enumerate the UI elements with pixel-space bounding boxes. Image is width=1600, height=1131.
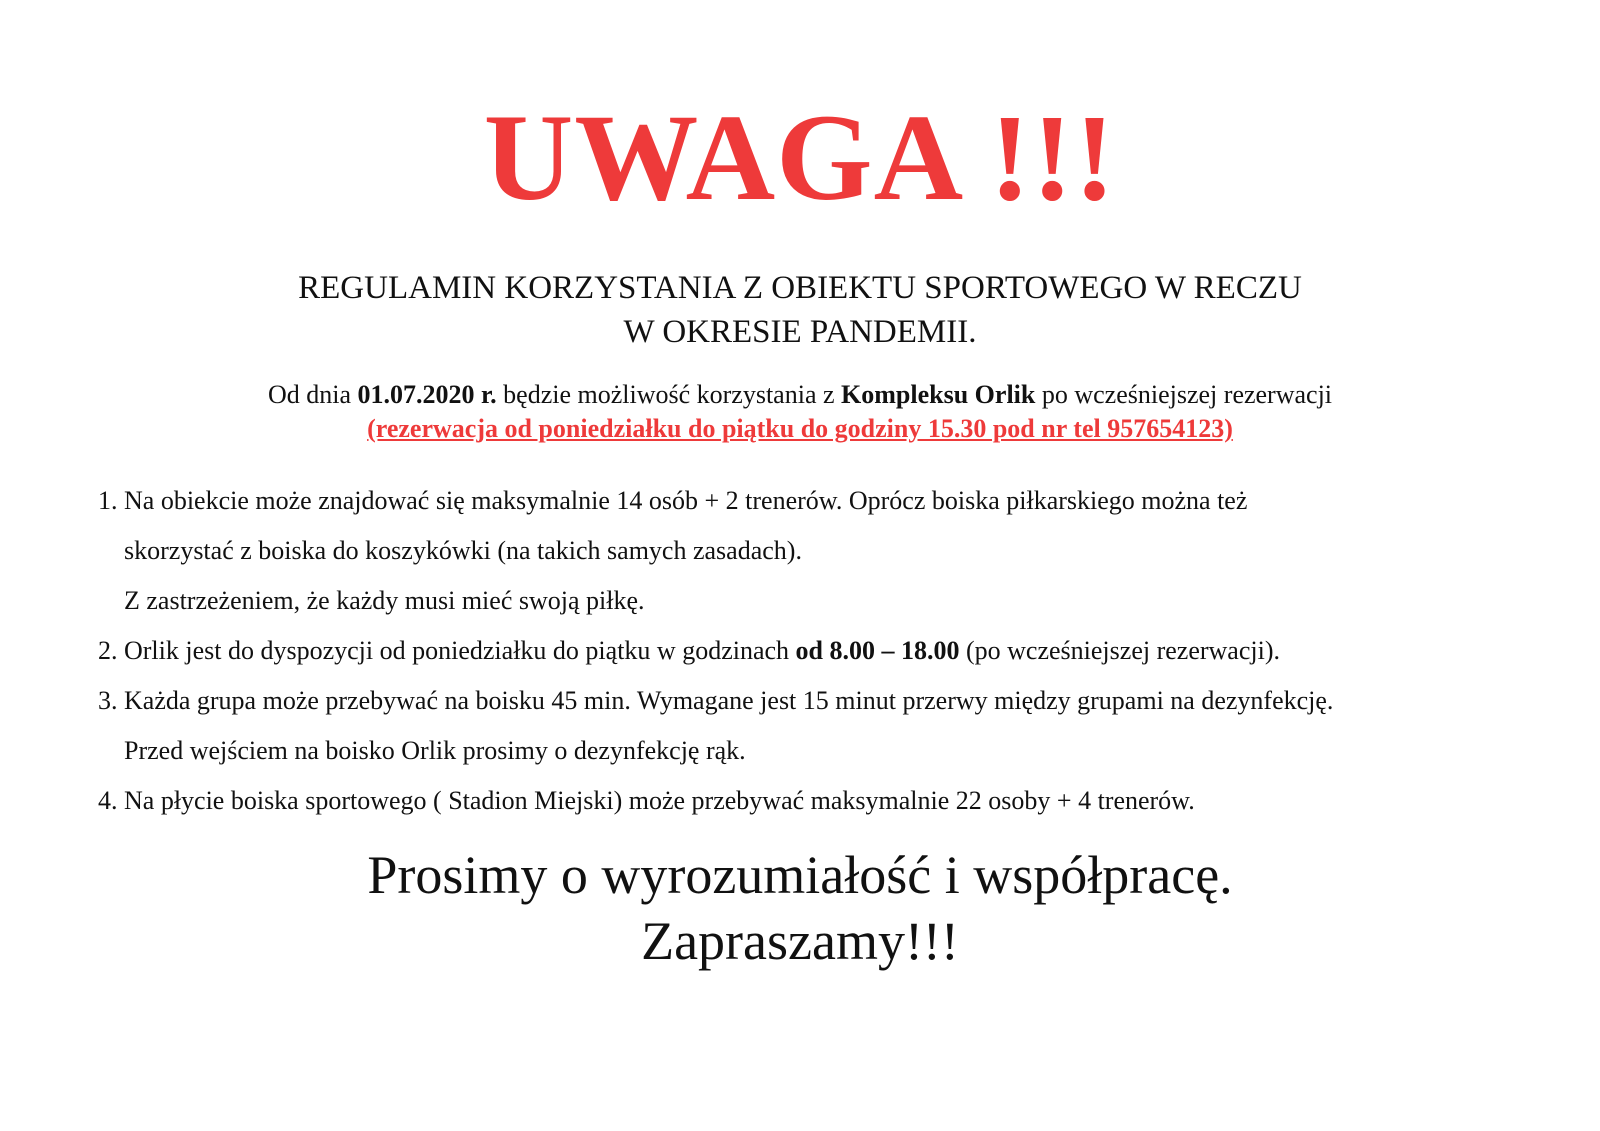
rule-2-hours: od 8.00 – 18.00 <box>795 636 960 665</box>
intro-paragraph <box>0 378 1600 446</box>
rule-1-line-1 <box>98 476 1548 526</box>
intro-prefix: Od dnia <box>267 380 358 409</box>
rule-1-number: 1. <box>98 486 118 515</box>
rules-list <box>98 476 1548 826</box>
closing-line-2: Zapraszamy!!! <box>641 911 959 971</box>
rule-2-suffix: (po wcześniejszej rezerwacji). <box>959 636 1280 665</box>
intro-middle: będzie możliwość korzystania z <box>496 380 842 409</box>
rule-3-number: 3. <box>98 686 118 715</box>
rule-2-prefix: Orlik jest do dyspozycji od poniedziałku do piątku w godzinach <box>124 636 796 665</box>
rule-3-text-1: Każda grupa może przebywać na boisku 45 min. Wymagane jest 15 minut przerwy między grupami na dezynfekcję. <box>124 686 1334 715</box>
regulation-title <box>0 266 1600 354</box>
rule-1-line-3: Z zastrzeżeniem, że każdy musi mieć swoją piłkę. <box>124 586 645 615</box>
rule-4-line-1 <box>98 776 1548 826</box>
headline: UWAGA !!! <box>483 89 1117 226</box>
rule-2-number: 2. <box>98 636 118 665</box>
closing-line-1: Prosimy o wyrozumiałość i współpracę. <box>367 845 1233 905</box>
rule-3-line-1 <box>98 676 1548 726</box>
rule-4-number: 4. <box>98 786 118 815</box>
intro-facility: Kompleksu Orlik <box>841 380 1036 409</box>
intro-date: 01.07.2020 r. <box>357 380 497 409</box>
closing-message <box>0 842 1600 974</box>
reservation-note: (rezerwacja od poniedziałku do piątku do godziny 15.30 pod nr tel 957654123) <box>367 414 1233 443</box>
rule-1-text-1: Na obiekcie może znajdować się maksymalnie 14 osób + 2 trenerów. Oprócz boiska piłkarskiego można też <box>124 486 1248 515</box>
rule-3-line-2: Przed wejściem na boisko Orlik prosimy o dezynfekcję rąk. <box>124 736 746 765</box>
regulation-title-line-1: REGULAMIN KORZYSTANIA Z OBIEKTU SPORTOWEGO W RECZU <box>298 270 1302 306</box>
rule-2-line-1 <box>98 626 1548 676</box>
intro-line <box>0 378 1600 412</box>
rule-1-line-2: skorzystać z boiska do koszykówki (na takich samych zasadach). <box>124 536 802 565</box>
rule-4-text: Na płycie boiska sportowego ( Stadion Miejski) może przebywać maksymalnie 22 osoby + 4 trenerów. <box>117 786 1195 815</box>
intro-suffix: po wcześniejszej rezerwacji <box>1035 380 1333 409</box>
regulation-title-line-2: W OKRESIE PANDEMII. <box>623 314 977 350</box>
